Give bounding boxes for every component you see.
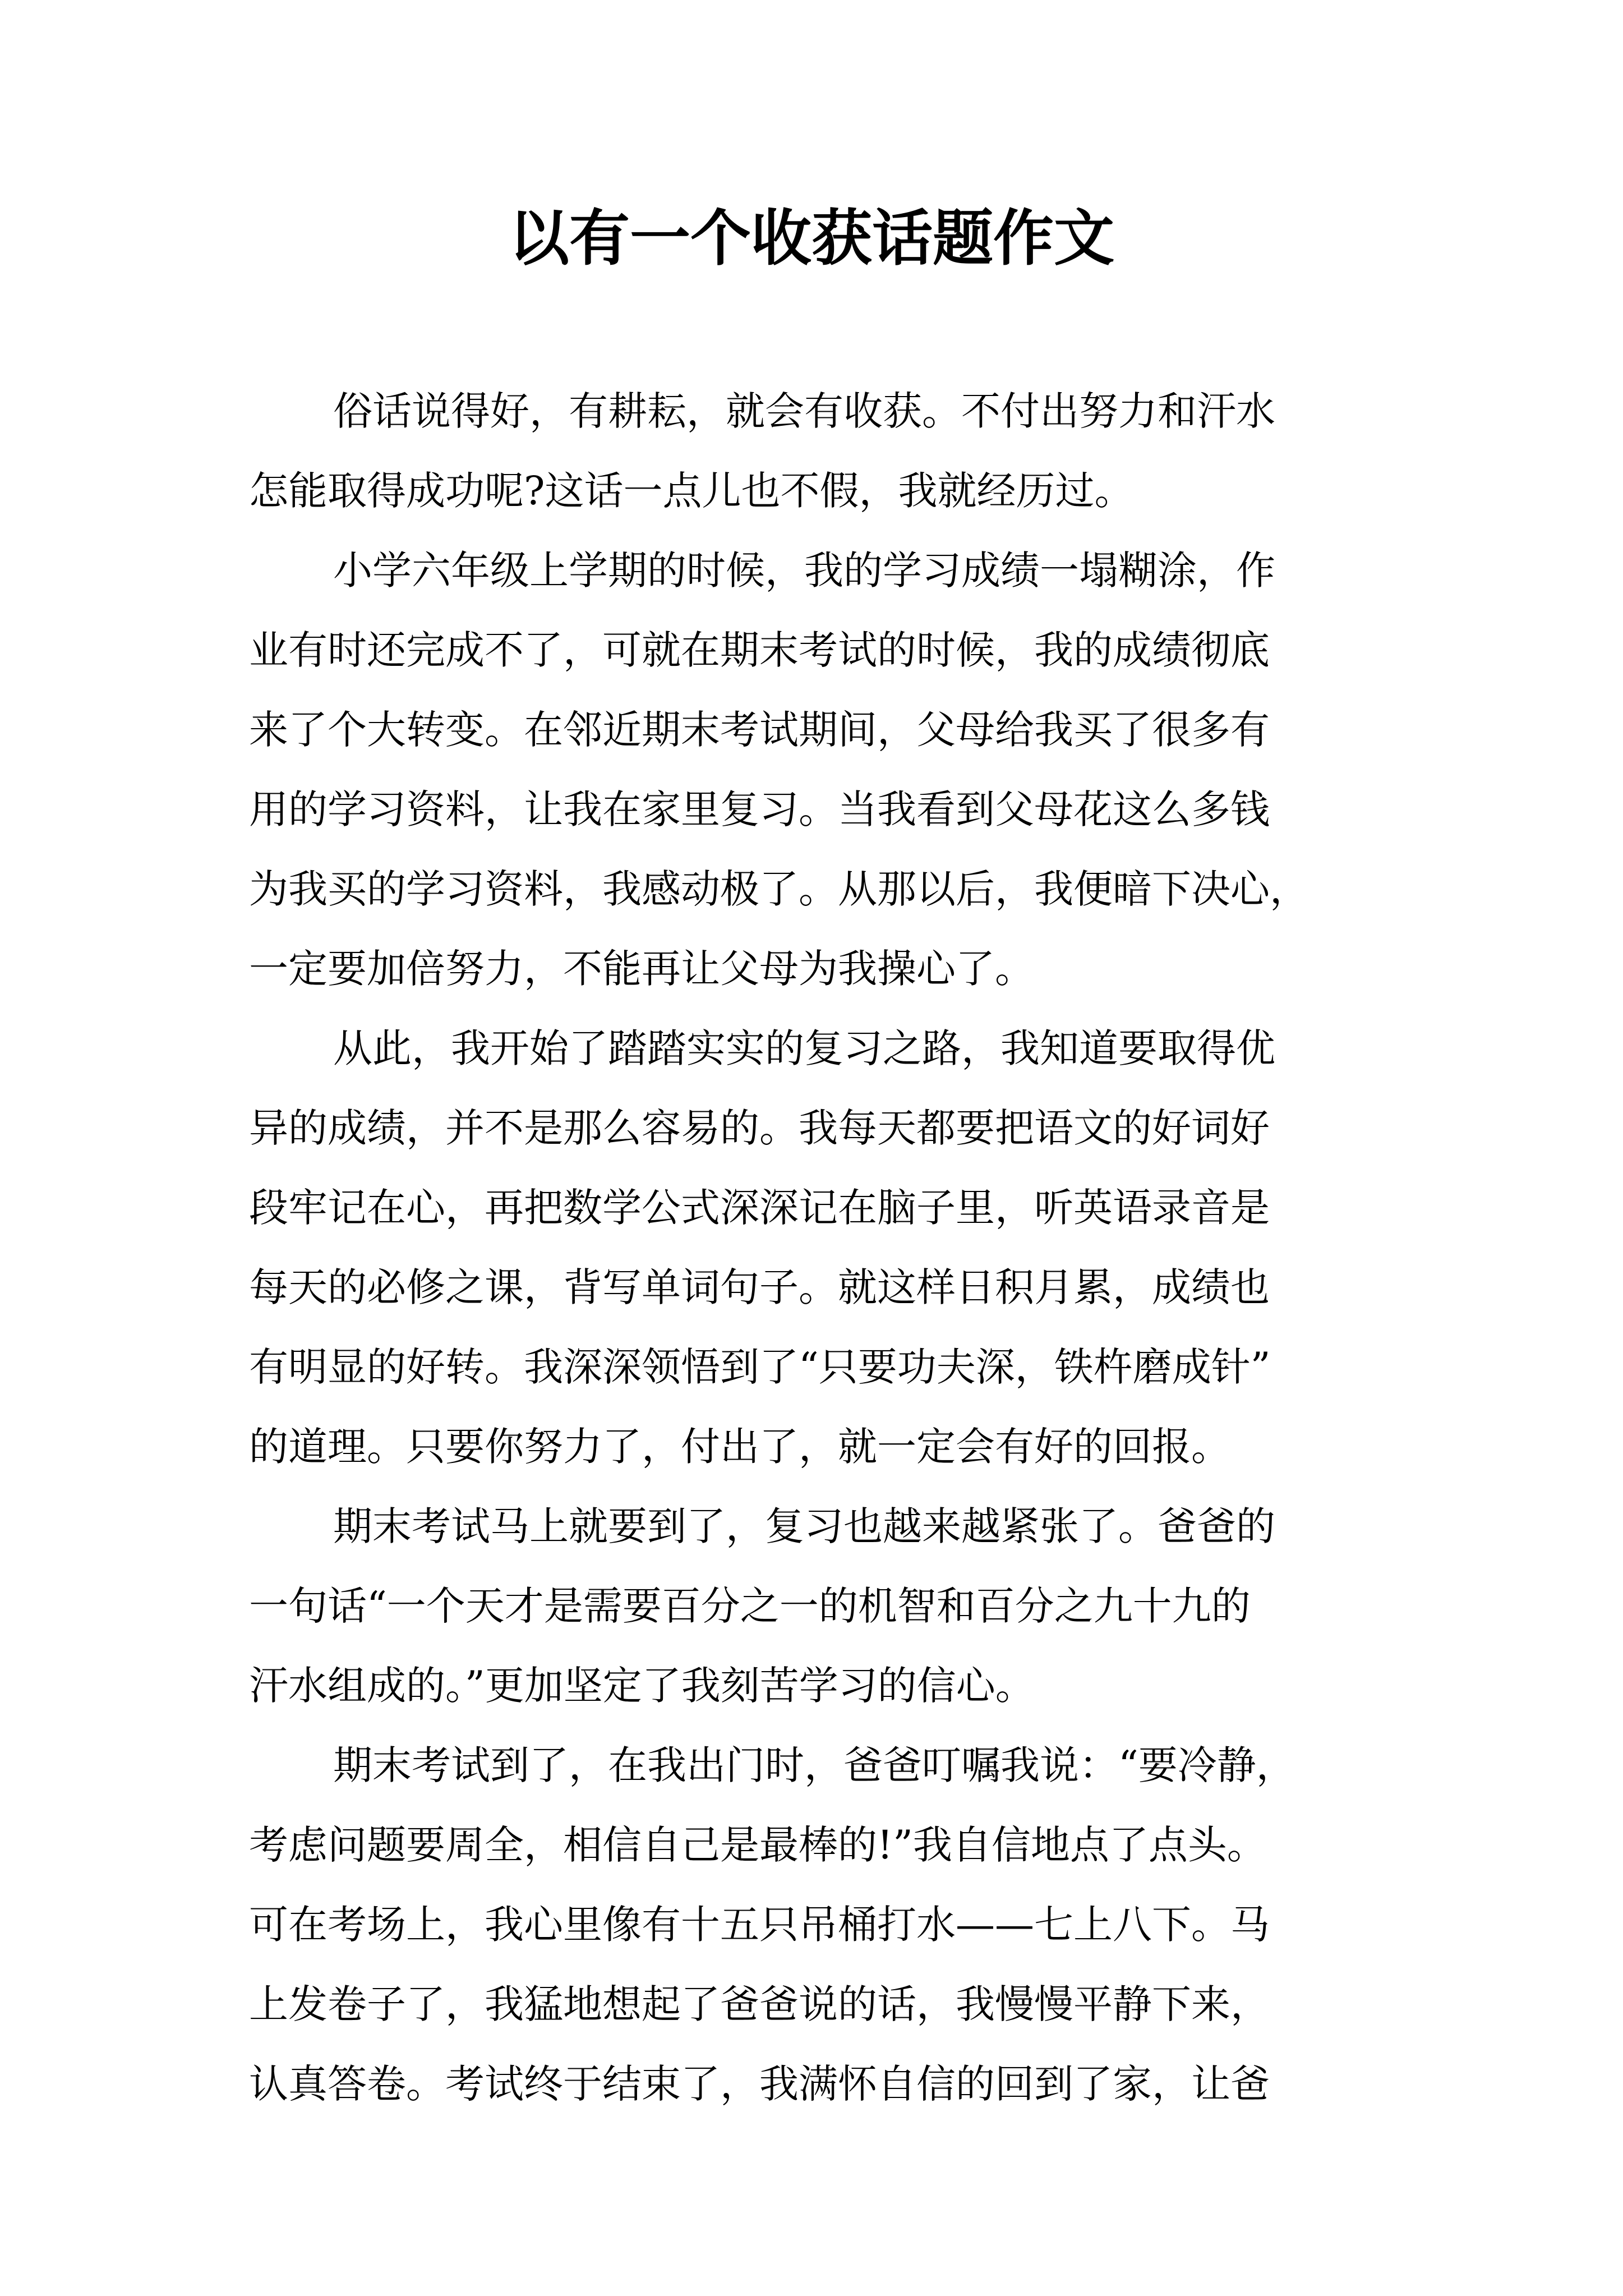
text-line: 来了个大转变。在邻近期末考试期间，父母给我买了很多有 xyxy=(249,707,1270,753)
text-line: 业有时还完成不了，可就在期末考试的时候，我的成绩彻底 xyxy=(249,627,1270,673)
paragraph xyxy=(249,1726,1404,2124)
text-line: 每天的必修之课，背写单词句子。就这样日积月累，成绩也 xyxy=(249,1264,1270,1310)
paragraph xyxy=(249,1009,1404,1487)
text-line: 期末考试到了，在我出门时，爸爸叮嘱我说：“要冷静， xyxy=(333,1742,1295,1788)
text-line: 考虑问题要周全，相信自己是最棒的!”我自信地点了点头。 xyxy=(249,1822,1266,1868)
text-line: 用的学习资料，让我在家里复习。当我看到父母花这么多钱 xyxy=(249,786,1270,832)
text-line: 为我买的学习资料，我感动极了。从那以后，我便暗下决心， xyxy=(249,866,1309,912)
paragraph xyxy=(249,371,1404,531)
text-line: 异的成绩，并不是那么容易的。我每天都要把语文的好词好 xyxy=(249,1105,1270,1151)
text-line: 有明显的好转。我深深领悟到了“只要功夫深，铁杵磨成针” xyxy=(249,1344,1271,1390)
document-title: 以有一个收获话题作文 xyxy=(508,203,1114,274)
text-line: 期末考试马上就要到了，复习也越来越紧张了。爸爸的 xyxy=(333,1503,1275,1549)
text-line: 俗话说得好，有耕耘，就会有收获。不付出努力和汗水 xyxy=(333,388,1275,434)
text-line: 一句话“一个天才是需要百分之一的机智和百分之九十九的 xyxy=(249,1583,1251,1629)
text-line: 可在考场上，我心里像有十五只吊桶打水——七上八下。马 xyxy=(249,1902,1270,1948)
text-line: 一定要加倍努力，不能再让父母为我操心了。 xyxy=(249,946,1034,992)
document-body xyxy=(249,371,1404,2124)
text-line: 汗水组成的。”更加坚定了我刻苦学习的信心。 xyxy=(249,1663,1035,1709)
paragraph xyxy=(249,531,1404,1009)
text-line: 从此，我开始了踏踏实实的复习之路，我知道要取得优 xyxy=(333,1025,1275,1071)
paragraph xyxy=(249,1487,1404,1726)
text-line: 小学六年级上学期的时候，我的学习成绩一塌糊涂，作 xyxy=(333,547,1275,593)
text-line: 段牢记在心，再把数学公式深深记在脑子里，听英语录音是 xyxy=(249,1185,1270,1231)
text-line: 认真答卷。考试终于结束了，我满怀自信的回到了家，让爸 xyxy=(249,2061,1270,2107)
text-line: 上发卷子了，我猛地想起了爸爸说的话，我慢慢平静下来， xyxy=(249,1981,1270,2027)
text-line: 的道理。只要你努力了，付出了，就一定会有好的回报。 xyxy=(249,1424,1230,1470)
text-line: 怎能取得成功呢?这话一点儿也不假，我就经历过。 xyxy=(249,468,1134,514)
